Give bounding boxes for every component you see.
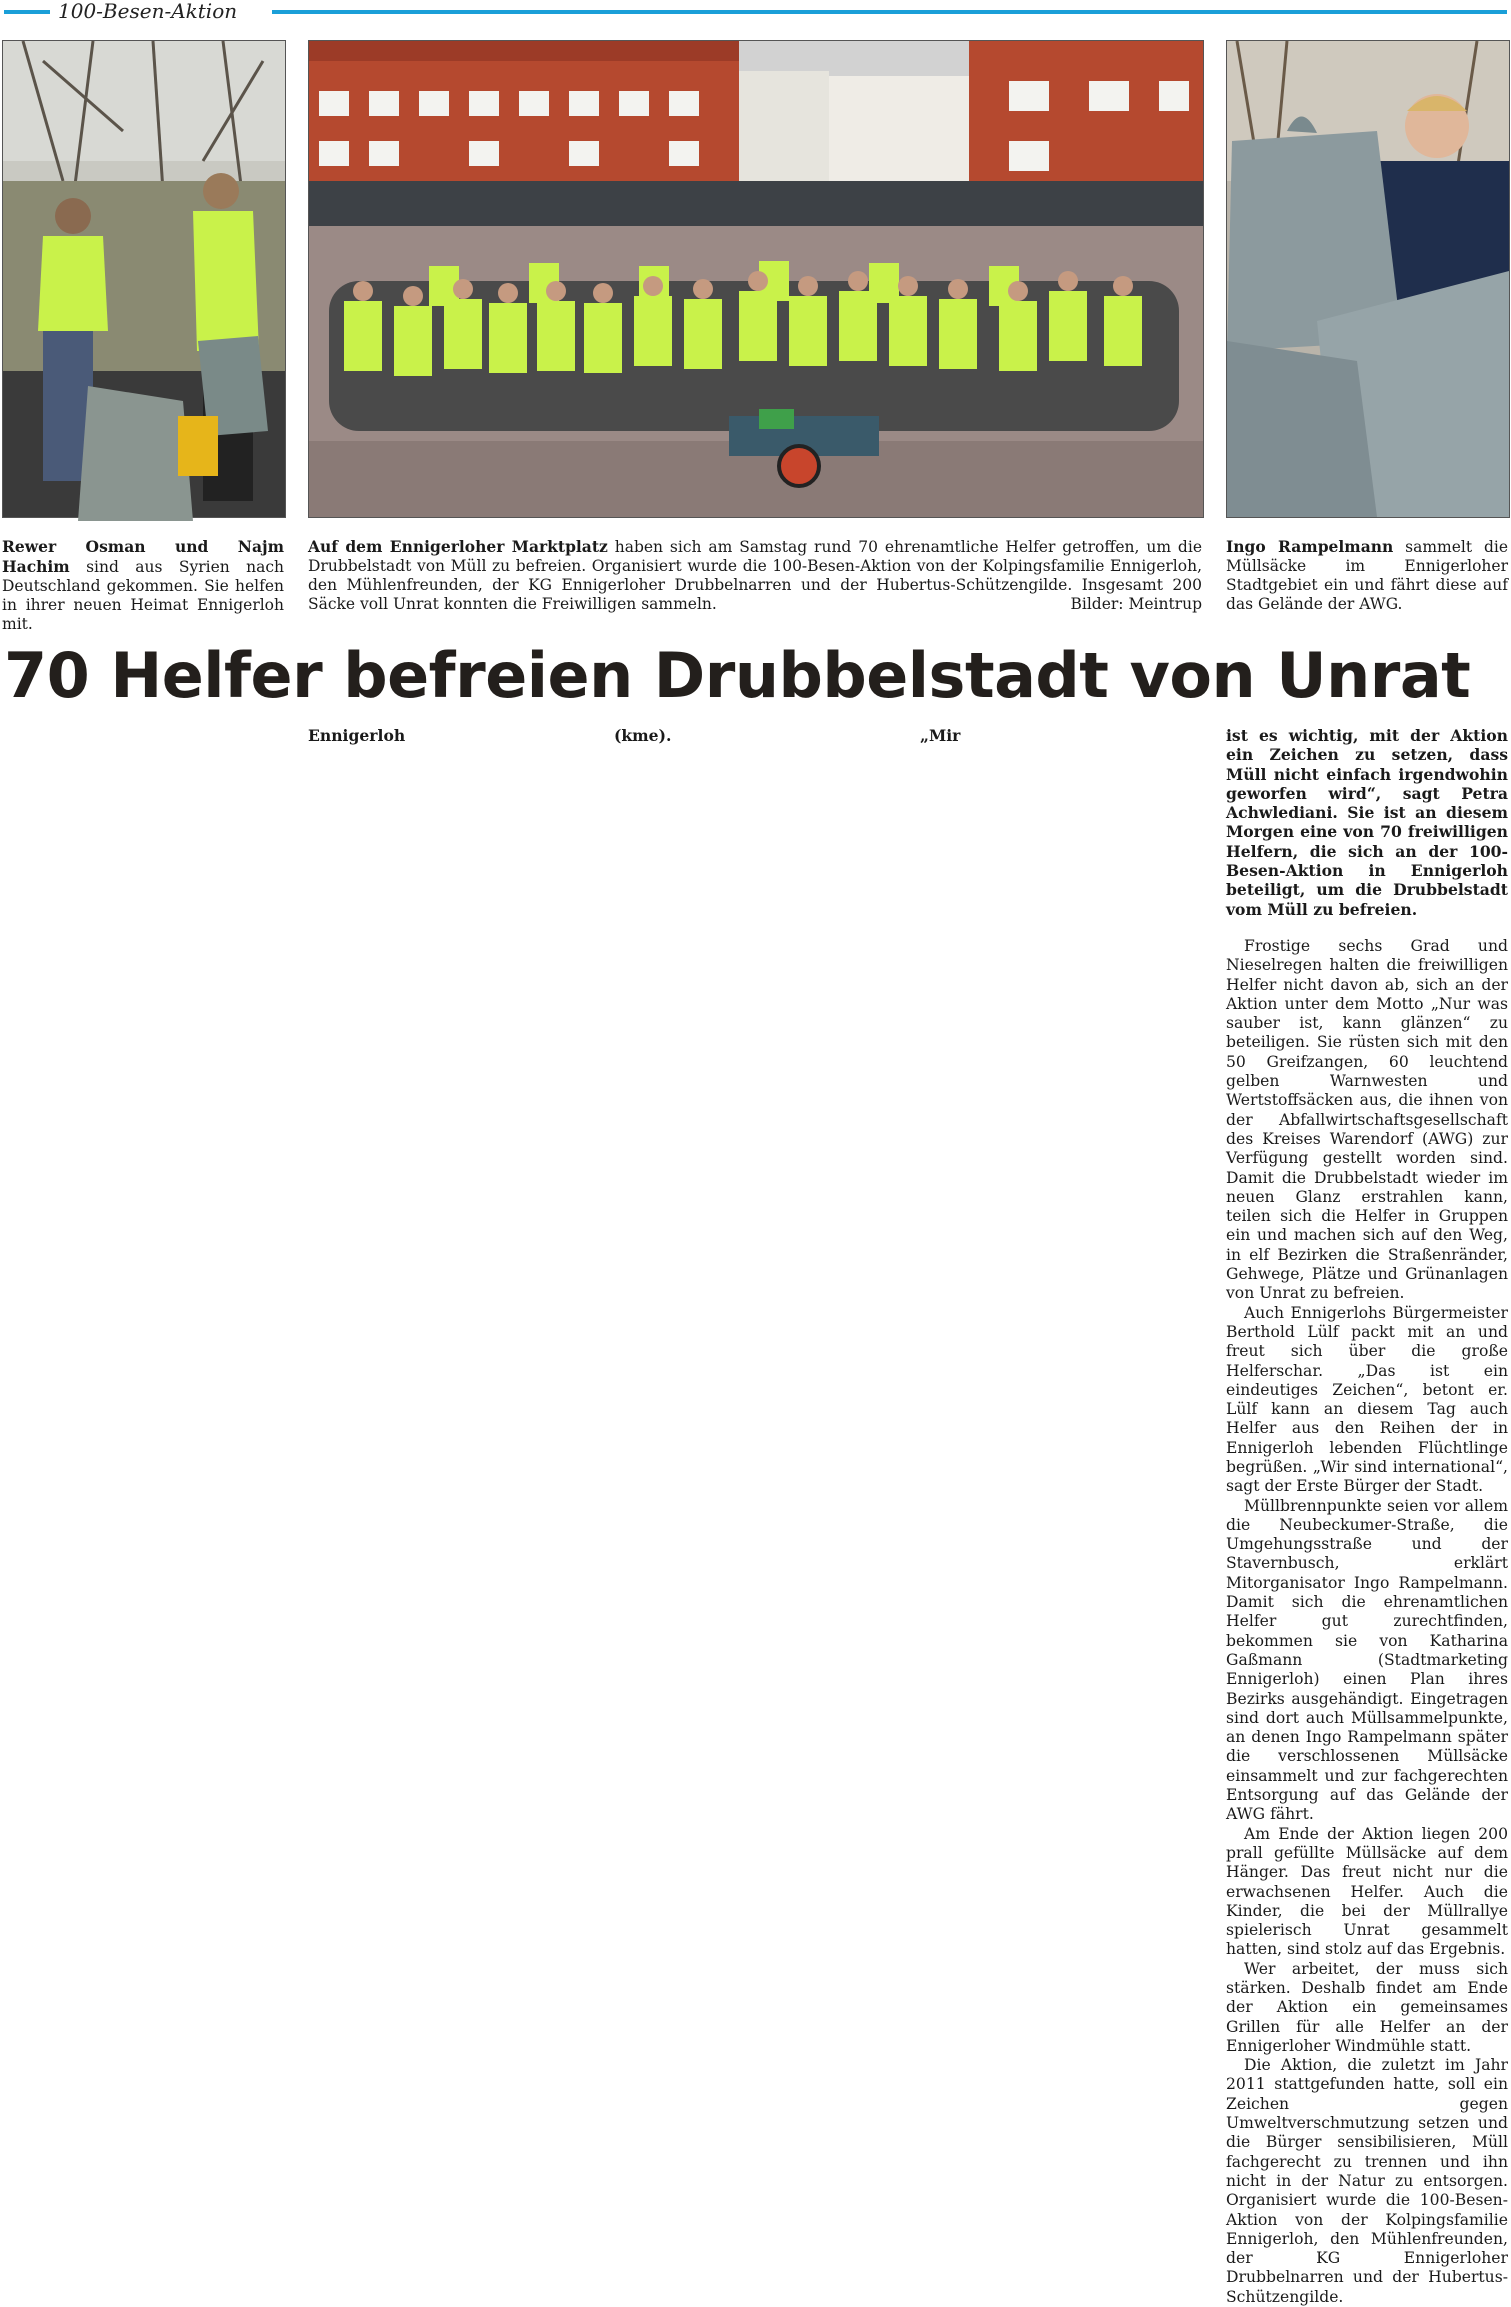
article-column-2: [308, 726, 590, 1036]
article-paragraph-4: Am Ende der Aktion liegen 200 prall gefüllte Müllsäcke auf dem Hänger. Das freut nicht nur die erwachsenen Helfer. Auch die Kinder, die bei der Müllrallye spielerisch Unrat gesammelt hatten, sind stolz auf das Ergebnis.: [1226, 1824, 1508, 1959]
article-column-1: [2, 726, 284, 1036]
article-paragraph-3: Müllbrennpunkte seien vor allem die Neubeckumer-Straße, die Umgehungsstraße und der Stavernbusch, erklärt Mitorganisator Ingo Rampelmann. Damit sich die ehrenamtlichen Helfer gut zurechtfinden, bekommen sie von Katharina Gaßmann (Stadtmarketing Ennigerloh) einen Plan ihres Bezirks ausgehändigt. Eingetragen sind dort auch Müllsammelpunkte, an denen Ingo Rampelmann später die verschlossenen Müllsäcke einsammelt und zur fachgerechten Entsorgung auf das Gelände der AWG fährt.: [1226, 1496, 1508, 1824]
rubric-label: 100-Besen-Aktion: [58, 0, 238, 23]
article-paragraph-2: Auch Ennigerlohs Bürgermeister Berthold Lülf packt mit an und freut sich über die große Helferschar. „Das ist ein eindeutiges Zeichen“, betont er. Lülf kann an diesem Tag auch Helfer aus den Reihen der in Ennigerloh lebenden Flüchtlinge begrüßen. „Wir sind international“, sagt der Erste Bürger der Stadt.: [1226, 1303, 1508, 1496]
caption-right-name: Ingo Rampelmann: [1226, 537, 1394, 556]
article-paragraph-1: Frostige sechs Grad und Nieselregen halten die freiwilligen Helfer nicht davon ab, sich an der Aktion unter dem Motto „Nur was sauber ist, kann glänzen“ zu beteiligen. Sie rüsten sich mit den 50 Greifzangen, 60 leuchtend gelben Warnwesten und Wertstoffsäcken aus, die ihnen von der Abfallwirtschaftsgesellschaft des Kreises Warendorf (AWG) zur Verfügung gestellt worden sind. Damit die Drubbelstadt wieder im neuen Glanz erstrahlen kann, teilen sich die Helfer in Gruppen ein und machen sich auf den Weg, in elf Bezirken die Straßenränder, Gehwege, Plätze und Grünanlagen von Unrat zu befreien.: [1226, 936, 1508, 1303]
caption-center: [308, 537, 1202, 614]
article-lead: „Mir: [920, 726, 961, 745]
caption-right: [1226, 537, 1508, 614]
article-lead: Ennigerloh: [308, 726, 406, 745]
caption-right-text: sammelt die Müllsäcke im Ennigerloher Stadtgebiet ein und fährt diese auf das Gelände der AWG.: [1226, 538, 1509, 613]
caption-center-text: haben sich am Samstag rund 70 ehrenamtliche Helfer getroffen, um die Drubbelstadt von Müll zu befreien. Organisiert wurde die 100-Besen-Aktion von der Kolpingsfamilie Ennigerloh, den Mühlenfreunden, der KG Ennigerloher Drubbelnarren und der Hubertus-Schützengilde. Insgesamt 200 Säcke voll Unrat konnten die Freiwilligen sammeln.: [308, 538, 1202, 613]
rubric-rule-left: [4, 10, 50, 14]
caption-left-text: sind aus Syrien nach Deutschland gekommen. Sie helfen in ihrer neuen Heimat Ennigerloh mit.: [2, 558, 284, 633]
photo-credit: Bilder: Meintrup: [1070, 595, 1202, 613]
photo-two-helpers: [2, 40, 286, 518]
article-column-4: [920, 726, 1202, 1036]
article-column-3: [614, 726, 896, 1036]
photo-group-marketplace: [308, 40, 1204, 518]
section-rubric: [0, 0, 1511, 24]
photo-trash-bags: [1226, 40, 1510, 518]
article-lead: (kme).: [614, 726, 672, 745]
article-paragraph-5: Wer arbeitet, der muss sich stärken. Deshalb findet am Ende der Aktion ein gemeinsames Grillen für alle Helfer an der Ennigerloher Windmühle statt.: [1226, 1959, 1508, 2055]
article-lead: ist es wichtig, mit der Aktion ein Zeichen zu setzen, dass Müll nicht einfach irgendwohin geworfen wird“, sagt Petra Achwlediani. Sie ist an diesem Morgen eine von 70 freiwilligen Helfern, die sich an der 100-Besen-Aktion in Ennigerloh beteiligt, um die Drubbelstadt vom Müll zu befreien.: [1226, 726, 1508, 919]
caption-center-place: Auf dem Ennigerloher Marktplatz: [308, 537, 608, 556]
article-column-5: [1226, 726, 1508, 2306]
caption-left-names: Rewer Osman und Najm Hachim: [2, 537, 284, 576]
caption-left: [2, 537, 284, 634]
article-headline: 70 Helfer befreien Drubbelstadt von Unrat: [4, 639, 1471, 712]
article-paragraph-6: Die Aktion, die zuletzt im Jahr 2011 stattgefunden hatte, soll ein Zeichen gegen Umweltverschmutzung setzen und die Bürger sensibilisieren, Müll fachgerecht zu trennen und ihn nicht in der Natur zu entsorgen. Organisiert wurde die 100-Besen-Aktion von der Kolpingsfamilie Ennigerloh, den Mühlenfreunden, der KG Ennigerloher Drubbelnarren und der Hubertus-Schützengilde.: [1226, 2056, 1508, 2306]
rubric-rule-right: [272, 10, 1507, 14]
